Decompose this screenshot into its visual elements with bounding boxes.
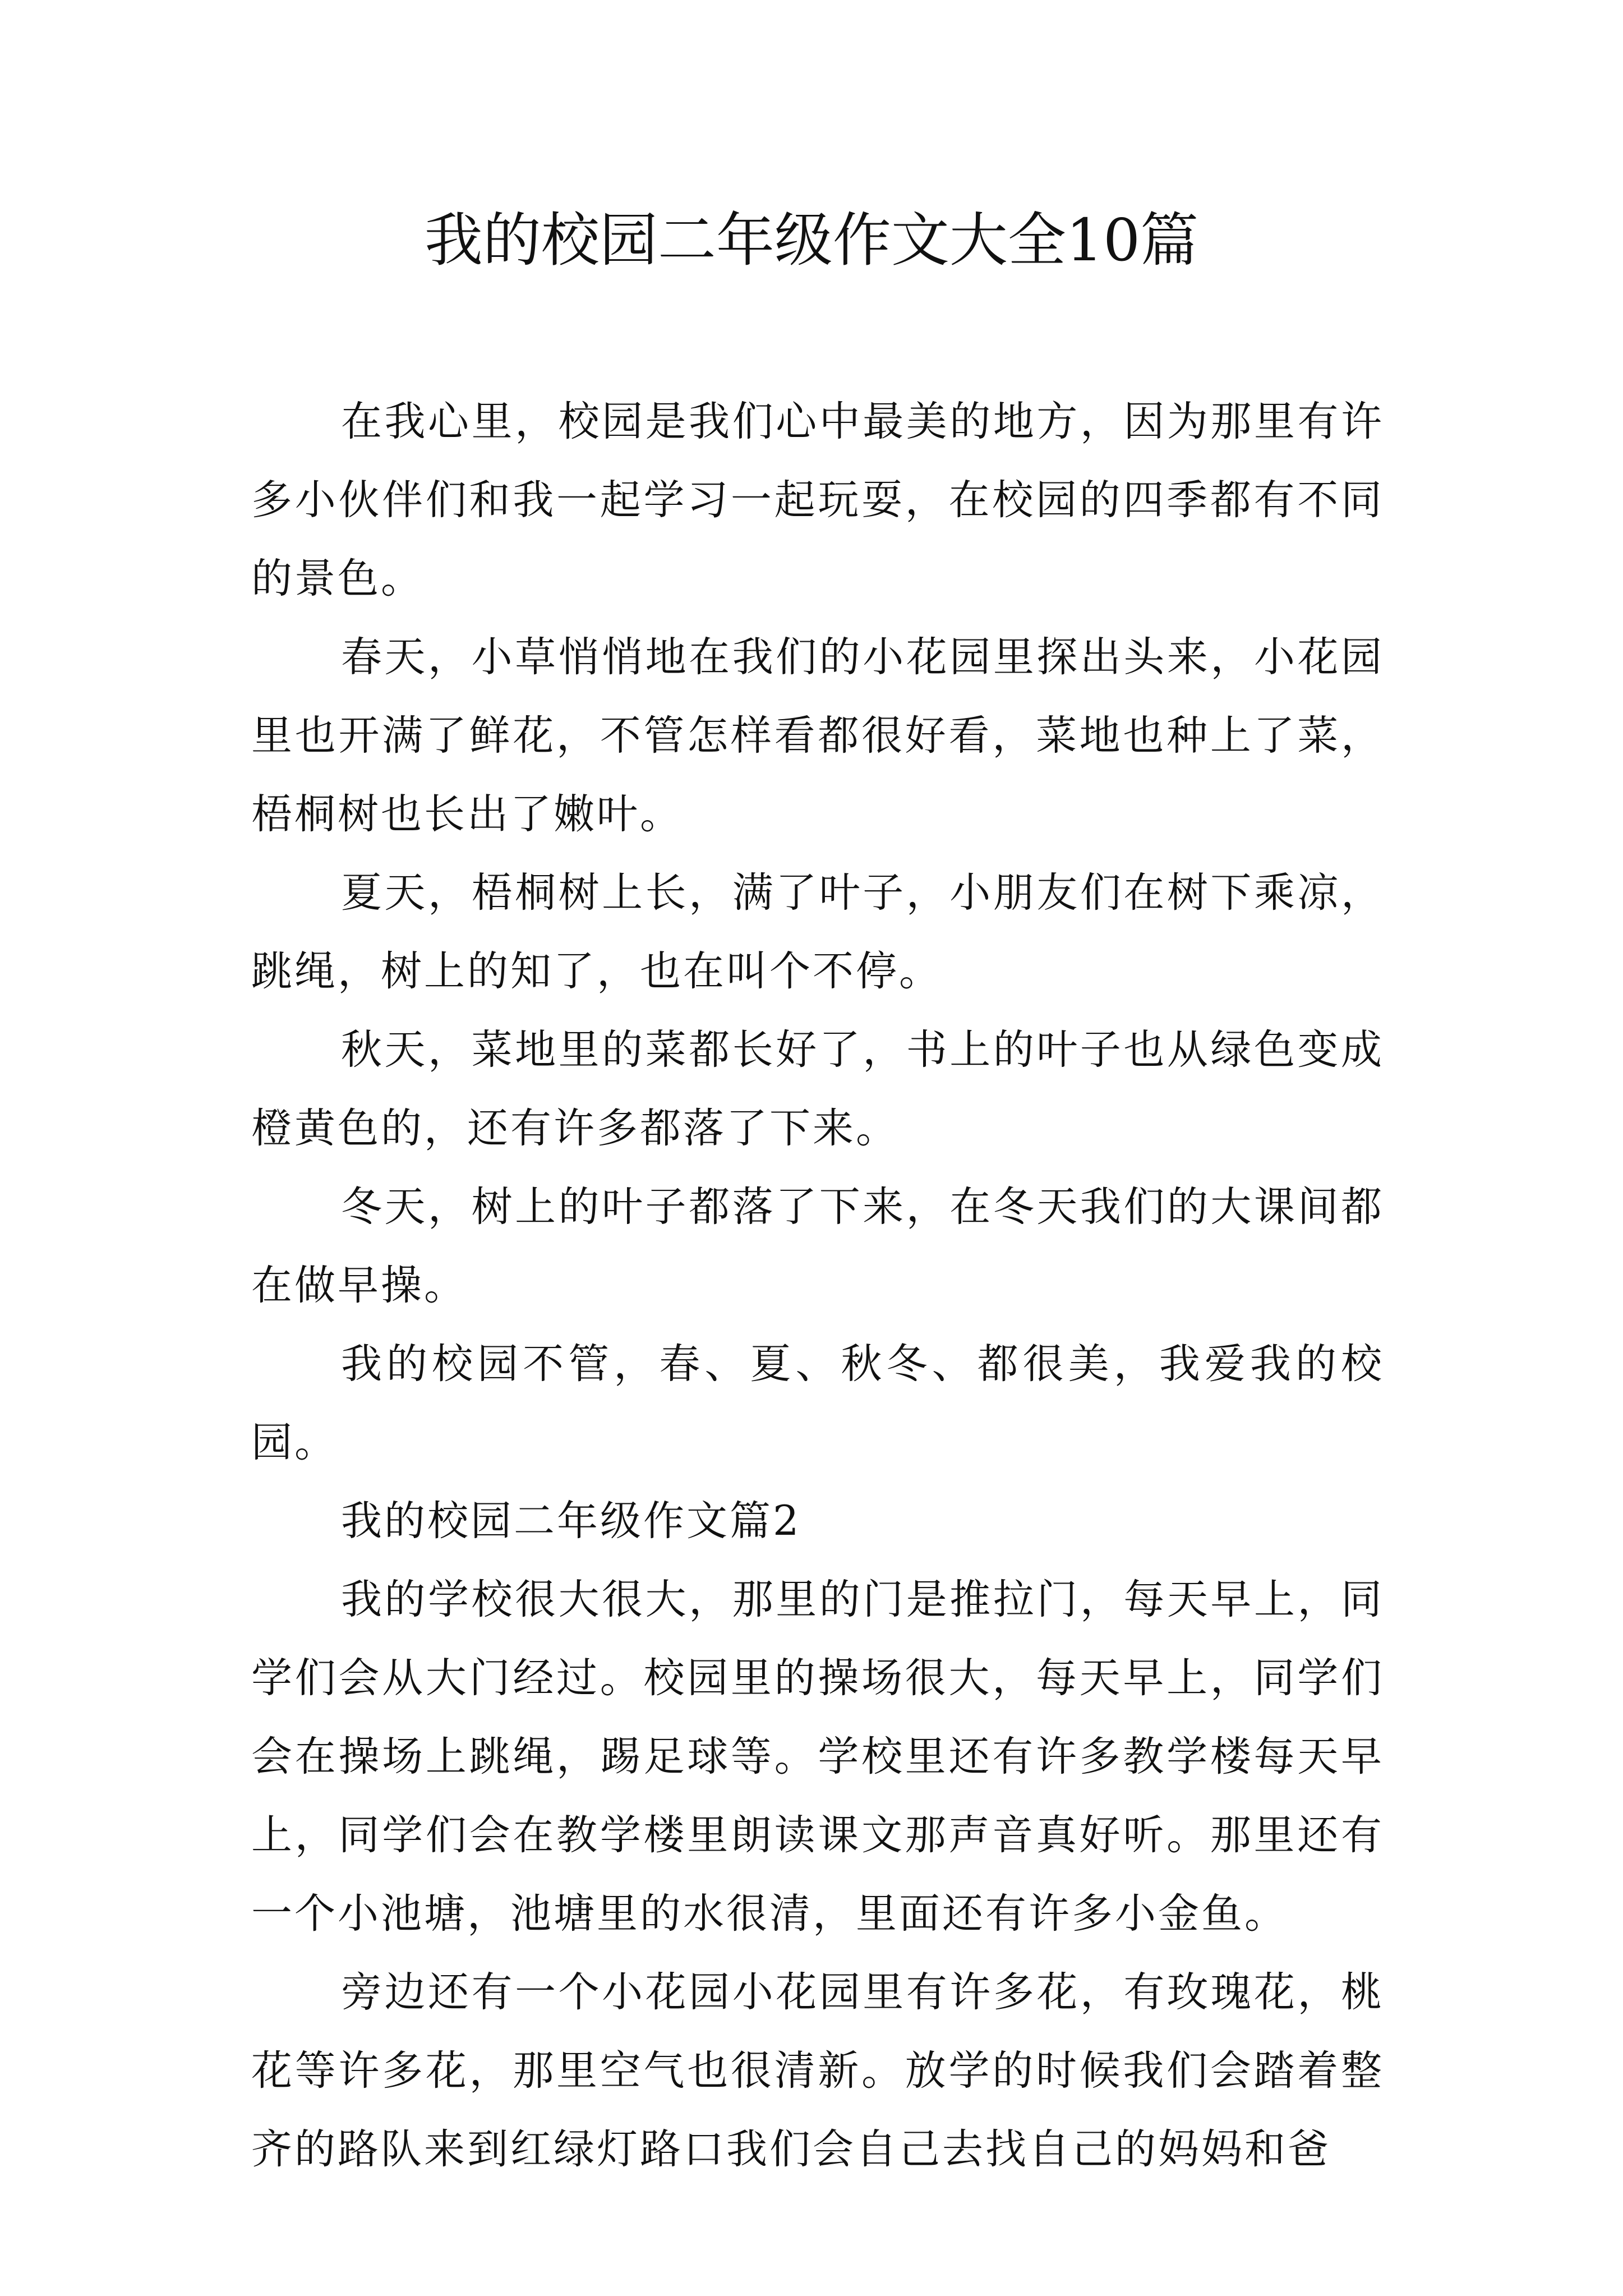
paragraph: 秋天，菜地里的菜都长好了，书上的叶子也从绿色变成橙黄色的，还有许多都落了下来。: [251, 1026, 1384, 1152]
paragraph: 夏天，梧桐树上长，满了叶子，小朋友们在树下乘凉，跳绳，树上的知了，也在叫个不停。: [251, 869, 1384, 995]
paragraph: 在我心里，校园是我们心中最美的地方，因为那里有许多小伙伴们和我一起学习一起玩耍，在校园的四季都有不同的景色。: [251, 398, 1384, 602]
section-heading: 我的校园二年级作文篇2: [341, 1497, 801, 1545]
document-title: 我的校园二年级作文大全10篇: [424, 206, 1199, 274]
paragraph: 旁边还有一个小花园小花园里有许多花，有玫瑰花，桃花等许多花，那里空气也很清新。放学的时候我们会踏着整齐的路队来到红绿灯路口我们会自己去找自己的妈妈和爸: [251, 1968, 1384, 2173]
paragraph: 我的校园不管，春、夏、秋冬、都很美，我爱我的校园。: [251, 1340, 1384, 1466]
paragraph: 我的学校很大很大，那里的门是推拉门，每天早上，同学们会从大门经过。校园里的操场很大，每天早上，同学们会在操场上跳绳，踢足球等。学校里还有许多教学楼每天早上，同学们会在教学楼里朗读课文那声音真好听。那里还有一个小池塘，池塘里的水很清，里面还有许多小金鱼。: [251, 1576, 1384, 1938]
document-body: [251, 383, 1384, 2189]
paragraph: 春天，小草悄悄地在我们的小花园里探出头来，小花园里也开满了鲜花，不管怎样看都很好看，菜地也种上了菜，梧桐树也长出了嫩叶。: [251, 633, 1384, 838]
paragraph: 冬天，树上的叶子都落了下来，在冬天我们的大课间都在做早操。: [251, 1183, 1384, 1309]
